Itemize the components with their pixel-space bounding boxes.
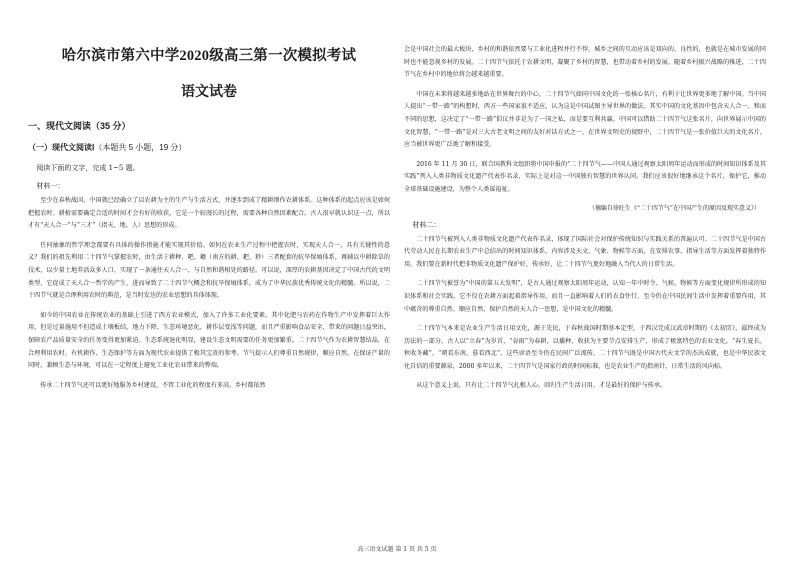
paragraph: 会是中国社会的最大板块，乡村的和谐依然要与工业化进程并行不悖，城乡之间的互动应该是双向的、良性的，也就是在城市发展的同时也不能忽视乡村的发展。二十四节气依托于农耕文明，凝聚了乡村的智慧，也带动着乡村的发展。随着乡村振兴战略的推进，二十四节气在乡村中的地位将会越来越重要。 xyxy=(404,46,766,79)
source-note: （摘编自徐旺生《“二十四节气”在中国产生的原因及现实意义》） xyxy=(588,204,760,212)
section-heading: 一、现代文阅读（35 分） xyxy=(28,121,131,131)
paragraph: 二十四节气被列入人类非物质文化遗产代表作名录，体现了国际社会对保护传统知识与实践关系的普遍认可。二十四节气是中国古代劳动人民在长期农业生产中总结出的时间知识体系，内容涉及天文、气象、物候等方面，在安排农事、指导生活等方面发挥着独特作用。我们要在新时代把非物质文化遗产保护好，传承好，让二十四节气更好地融入当代人的日常生活。 xyxy=(404,235,766,268)
material-2-label: 材料二： xyxy=(412,220,441,229)
paragraph: 任何抽象的哲学理念都要有具体的操作措施才能实现其价值。如何在农业生产过程中把握农时，实现天人合一，具有关键性的意义？我们的祖先利用二十四节气掌握农时，由生活于耕种、耙、耱（南方的耕、耙、耖）三者配套的抗旱保墒体系，再辅以中耕除草的技术，以少量土地养活众多人口，实现了一条通往天人合一、与自然和谐相处的路径。可以说，深厚的农耕基因决定了中国古代的文明类型，它促成了天人合一哲学的产生，进而导致了二十四节气概念和抗旱保墒体系，成为了中华民族优秀传统文化的精髓。所以说，二十四节气就是合理利用农时的典范，是当时发达的农业思想的具体体现。 xyxy=(28,241,390,300)
subsection-note: （本题共 5 小题，19 分） xyxy=(94,143,187,152)
subsection-heading xyxy=(28,142,390,153)
subsection-title: （一）现代文阅读Ⅰ xyxy=(28,143,95,152)
paragraph: 二十四节气被誉为“中国的第五大发明”，是古人通过观察太阳周年运动，认知一年中时令、气候、物候等方面变化规律所形成的知识体系和社会实践。它不仅在农耕方面起着指导作用，而且一直影响着人们的衣食住行，至今仍在中国民间生活中发挥着重要作用，其中蕴含的尊重自然、顺应自然、保护自然的天人合一思想，是中国文化的精髓。 xyxy=(404,280,766,313)
material-1-label: 材料一： xyxy=(36,182,65,190)
paragraph: 中国在未来将越来越多地站在世界舞台的中心，二十四节气如同中国文化的一张核心名片，有利于让世界更多地了解中国。当中国人提出“一带一路”的构想时，西方一些国家很不适应，认为这是中国试图主导世界的做法。其实中国的文化基因中包含天人合一、和而不同的思想，这决定了“一带一路”倡议并非是为了一国之私，而是要互利共赢。中国可以借助二十四节气这张名片，向世界展示中国的文化智慧，“一带一路”是对三大古老文明之间的友好对话方式之一，在世界文明史的视野中，二十四节气是一张价值巨大的文化名片，应当被世界更广泛地了解和接受。 xyxy=(404,90,766,149)
page-footer: 高三语文试题 第 1 页 共 5 页 xyxy=(357,546,437,553)
paragraph: 传承二十四节气还可以更好地服务乡村建设，不管工业化的程度有多高，乡村都依然 xyxy=(40,381,266,389)
exam-subtitle: 语文试卷 xyxy=(181,85,237,100)
paragraph: 如今的中国农业在传统农业的基础上引进了西方农业模式，加入了许多工业化要素。其中化肥与农药在作物生产中发挥着巨大作用，但是过量施用不但造成土壤板结、地力下降、生态环境恶化，耕作层变浅等问题，而且严重影响食品安全，带来的问题日益突出，保障农产品质量安全的任务变得更加紧迫。生态系统退化明显，建设生态文明需要的任务更加繁重。二十四节气作为农耕智慧结晶，在合理利用农时、有机耕作、生态保护等方面为现代农业提供了极其宝贵的参考。节气提示人们尊重自然规律，顺应自然，在保证产量的同时，兼顾生态与环境，可以在一定程度上避免工业化农业带来的弊端。 xyxy=(28,311,390,370)
instruction: 阅读下面的文字，完成 1~5 题。 xyxy=(36,164,140,172)
exam-title: 哈尔滨市第六中学2020级高三第一次模拟考试 xyxy=(61,48,357,64)
paragraph: 2016 年 11 月 30 日，联合国教科文组织将中国申报的“二十四节气——中国人通过观察太阳周年运动而形成的时间知识体系及其实践”列入人类非物质文化遗产代表作名录，实际上是对这一中国独有智慧的世界认同。我们应该很好地继承这个名片，保护它，推动全球基础设施建设，为整个人类谋福祉。 xyxy=(404,160,766,193)
right-column xyxy=(404,0,766,539)
paragraph: 从这个意义上说，只有让二十四节气扎根人心，回归生产生活日用，才是最好的保护与传承。 xyxy=(416,382,667,390)
paragraph: 二十四节气本来是农业生产生活日用文化，源于先民，于春秋战国时期基本定型，于西汉完成汉武帝时期的《太初历》，最终成为历法的一部分。古人以“立春”为岁首，“谷雨”为春耕，以播种、收获为主要节点安排生产，形成了极富特色的农业文化。“春生夏长，秋收冬藏”，“朝看东南，暮看西北”，这些谚语至今仍在民间广泛流传。二十四节气既是中国古代天文学的杰出成就，也是中华民族文化自信的重要源泉，2000 多年以来，二十四节气是国家行政的时间标准，也是农业生产的指南针、日常生活的风向标。 xyxy=(404,325,766,370)
left-column xyxy=(28,0,390,539)
paragraph: 至少在春秋战国，中国就已经确立了以农耕为主的生产与生活方式，并逐步到成了精耕细作农耕体系。这种体系的起点应该是如何把握农时。耕植需要确定合适的时间才会有好的收获，它是一个较漫长的过程，需要各种自然因素配合。古人很早就认识这一点，所以才有“天人合一”与“三才”（指天、地、人）思想的形成。 xyxy=(28,197,390,230)
